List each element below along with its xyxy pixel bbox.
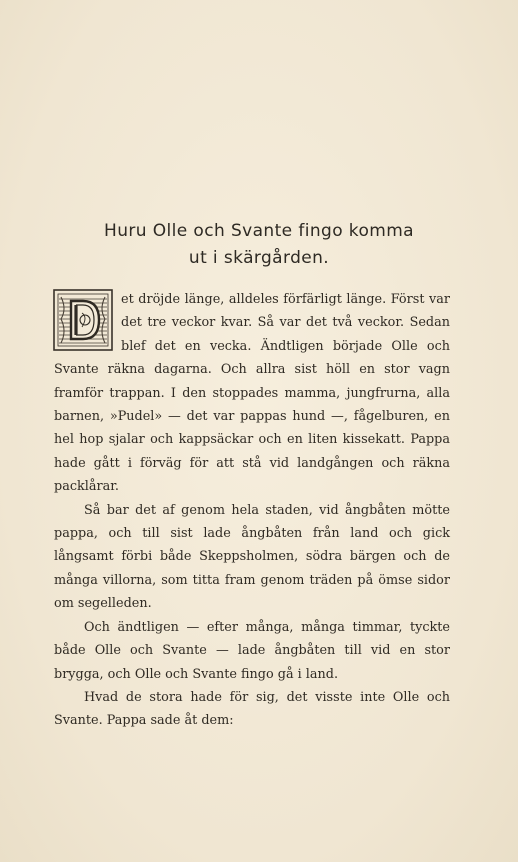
paragraph-3: Och ändtligen — efter många, många timmar, tyckte både Olle och Svante — lade ångbåten till vid en stor brygga, och Olle och Svante fingo gå i land. [54, 619, 450, 682]
paragraph-4: Hvad de stora hade för sig, det visste inte Olle och Svante. Pappa sade åt dem: [54, 689, 450, 729]
ornamental-initial-icon [53, 289, 113, 351]
paragraph-1-text: et dröjde länge, alldeles förfärligt länge. Först var det tre veckor kvar. Så var det två veckor. Sedan blef det en vecka. Ändtligen började Olle och Svante räkna dagarna. Och allra sist höll en stor vagn framför trappan. I den stoppades mamma, jungfrurna, alla barnen, »Pudel» — det var pappas hund —, fågelburen, en hel hop sjalar och kappsäckar och en liten kissekatt. Pappa hade gått i förväg för att stå vid landgången och räkna packlårar. [54, 292, 450, 495]
body-text [54, 288, 450, 733]
paragraph-2: Så bar det af genom hela staden, vid ångbåten mötte pappa, och till sist lade ångbåten från land och gick långsamt förbi både Skeppsholmen, södra bärgen och de många villorna, som titta fram genom träden på ömse sidor om segelleden. [54, 502, 450, 612]
chapter-title-line-1: Huru Olle och Svante fingo komma [104, 221, 414, 241]
paragraph-1 [54, 288, 450, 499]
chapter-title [40, 218, 478, 272]
chapter-title-line-2: ut i skärgården. [188, 248, 330, 268]
